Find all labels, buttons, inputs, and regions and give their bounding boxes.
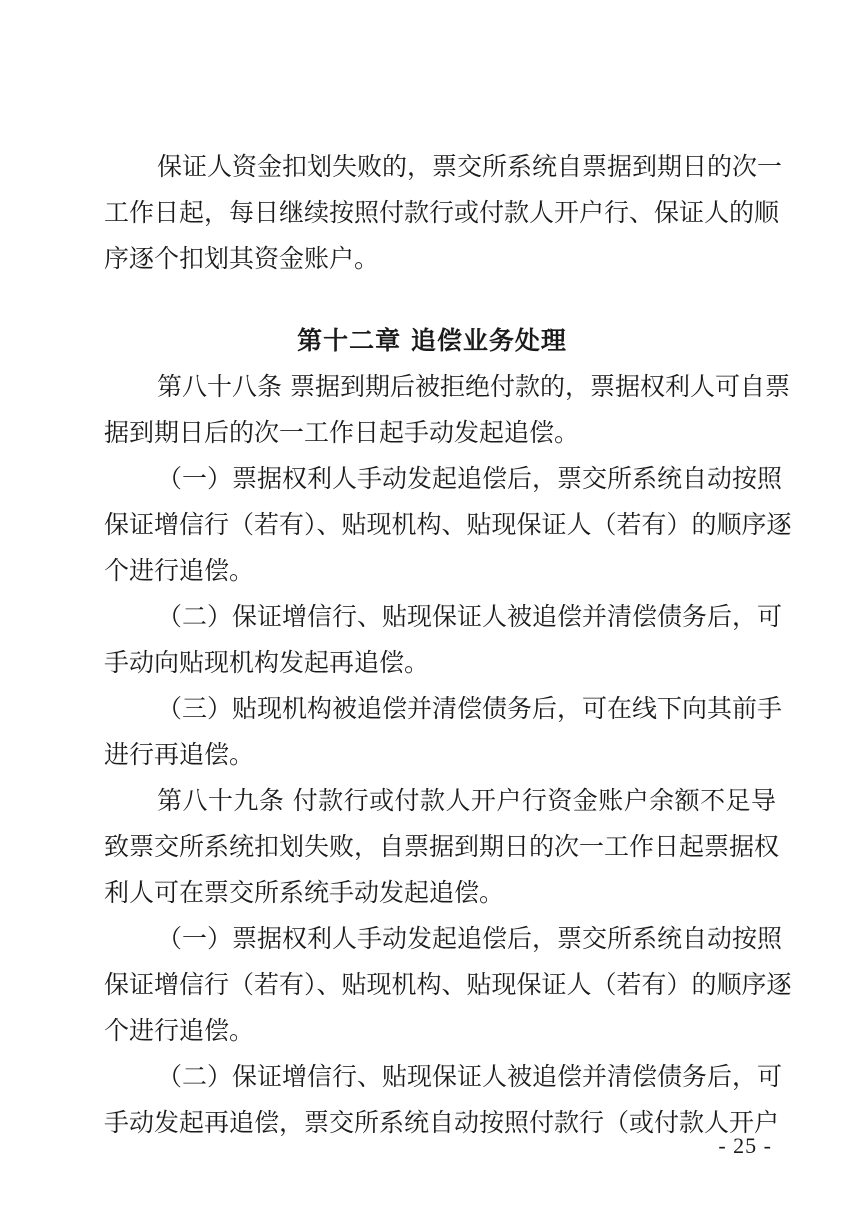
article-88-item-1-line: （一）票据权利人手动发起追偿后，票交所系统自动按照 <box>157 464 783 493</box>
article-89-item-1-line: （一）票据权利人手动发起追偿后，票交所系统自动按照 <box>157 924 783 953</box>
article-88-line: 第八十八条 票据到期后被拒绝付款的，票据权利人可自票 <box>157 372 790 401</box>
chapter-heading: 第十二章 追偿业务处理 <box>297 326 567 355</box>
article-89-item-2-line: 手动发起再追偿，票交所系统自动按照付款行（或付款人开户 <box>104 1108 780 1137</box>
article-88-item-2-line: （二）保证增信行、贴现保证人被追偿并清偿债务后，可 <box>157 602 783 631</box>
article-88-item-3-line: （三）贴现机构被追偿并清偿债务后，可在线下向其前手 <box>157 694 783 723</box>
article-89-item-1-line: 保证增信行（若有）、贴现机构、贴现保证人（若有）的顺序逐 <box>104 970 792 999</box>
article-88-line: 据到期日后的次一工作日起手动发起追偿。 <box>104 418 580 447</box>
article-89-line: 第八十九条 付款行或付款人开户行资金账户余额不足导 <box>157 786 776 815</box>
paragraph-line: 序逐个扣划其资金账户。 <box>104 244 380 273</box>
page-number: - 25 - <box>718 1133 772 1158</box>
article-88-item-2-line: 手动向贴现机构发起再追偿。 <box>104 648 430 677</box>
article-88-item-1-line: 个进行追偿。 <box>104 556 255 585</box>
paragraph-line: 工作日起，每日继续按照付款行或付款人开户行、保证人的顺 <box>104 198 780 227</box>
article-89-item-2-line: （二）保证增信行、贴现保证人被追偿并清偿债务后，可 <box>157 1062 783 1091</box>
article-88-item-3-line: 进行再追偿。 <box>104 740 255 769</box>
article-89-line: 致票交所系统扣划失败，自票据到期日的次一工作日起票据权 <box>104 832 780 861</box>
paragraph-line: 保证人资金扣划失败的，票交所系统自票据到期日的次一 <box>157 152 783 181</box>
article-89-item-1-line: 个进行追偿。 <box>104 1016 255 1045</box>
article-89-line: 利人可在票交所系统手动发起追偿。 <box>104 878 505 907</box>
article-88-item-1-line: 保证增信行（若有）、贴现机构、贴现保证人（若有）的顺序逐 <box>104 510 792 539</box>
